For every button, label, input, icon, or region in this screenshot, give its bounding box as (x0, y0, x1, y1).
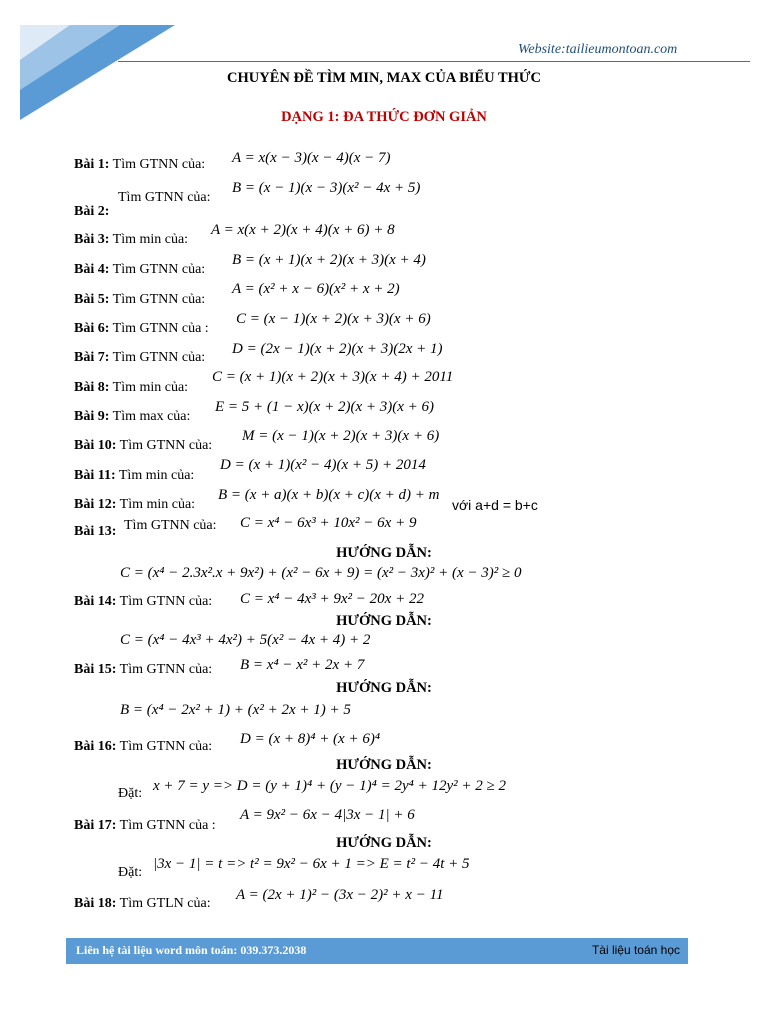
problem-16-formula: D = (x + 8)⁴ + (x + 6)⁴ (240, 731, 381, 747)
solution-13: C = (x⁴ − 2.3x².x + 9x²) + (x² − 6x + 9) = (x² − 3x)² + (x − 3)² ≥ 0 (120, 565, 522, 581)
problem-9: Bài 9: Tìm max của: (74, 409, 191, 424)
solution-14: C = (x⁴ − 4x³ + 4x²) + 5(x² − 4x + 4) + 2 (120, 632, 371, 648)
problem-8: Bài 8: Tìm min của: (74, 380, 189, 395)
problem-5: Bài 5: Tìm GTNN của: (74, 292, 206, 307)
guide-title-16: HƯỚNG DẪN: (336, 757, 432, 773)
problem-11-formula: D = (x + 1)(x² − 4)(x + 5) + 2014 (220, 457, 426, 473)
problem-12: Bài 12: Tìm min của: (74, 497, 196, 512)
problem-13-formula: C = x⁴ − 6x³ + 10x² − 6x + 9 (240, 515, 417, 531)
problem-2-label: Bài 2: (74, 204, 110, 219)
corner-decoration (0, 0, 180, 120)
problem-3: Bài 3: Tìm min của: (74, 232, 189, 247)
solution-16: x + 7 = y => D = (y + 1)⁴ + (y − 1)⁴ = 2y⁴ + 12y² + 2 ≥ 2 (153, 778, 506, 794)
problem-5-formula: A = (x² + x − 6)(x² + x + 2) (232, 281, 400, 297)
problem-4-formula: B = (x + 1)(x + 2)(x + 3)(x + 4) (232, 252, 426, 268)
problem-12-formula: B = (x + a)(x + b)(x + c)(x + d) + m (218, 487, 440, 503)
problem-7: Bài 7: Tìm GTNN của: (74, 350, 206, 365)
guide-title-15: HƯỚNG DẪN: (336, 680, 432, 696)
document-title: CHUYÊN ĐỀ TÌM MIN, MAX CỦA BIỂU THỨC (227, 70, 541, 86)
solution-15: B = (x⁴ − 2x² + 1) + (x² + 2x + 1) + 5 (120, 702, 351, 718)
problem-18: Bài 18: Tìm GTLN của: (74, 896, 211, 911)
problem-13-text: Tìm GTNN của: (124, 518, 217, 533)
section-title: DẠNG 1: ĐA THỨC ĐƠN GIẢN (281, 109, 487, 125)
problem-10: Bài 10: Tìm GTNN của: (74, 438, 213, 453)
problem-6: Bài 6: Tìm GTNN của : (74, 321, 209, 336)
problem-15-formula: B = x⁴ − x² + 2x + 7 (240, 657, 365, 673)
footer-bar (66, 938, 688, 964)
problem-14-formula: C = x⁴ − 4x³ + 9x² − 20x + 22 (240, 591, 424, 607)
footer-brand: Tài liệu toán học (591, 943, 680, 957)
problem-17: Bài 17: Tìm GTNN của : (74, 818, 216, 833)
problem-16: Bài 16: Tìm GTNN của: (74, 739, 213, 754)
problem-1: Bài 1: Tìm GTNN của: (74, 157, 206, 172)
problem-10-formula: M = (x − 1)(x + 2)(x + 3)(x + 6) (242, 428, 440, 444)
guide-title-17: HƯỚNG DẪN: (336, 835, 432, 851)
solution-17-label: Đặt: (118, 865, 143, 880)
solution-17: |3x − 1| = t => t² = 9x² − 6x + 1 => E = t² − 4t + 5 (153, 856, 470, 872)
solution-16-label: Đặt: (118, 786, 143, 801)
problem-2-formula: B = (x − 1)(x − 3)(x² − 4x + 5) (232, 180, 421, 196)
problem-1-formula: A = x(x − 3)(x − 4)(x − 7) (232, 150, 391, 166)
problem-7-formula: D = (2x − 1)(x + 2)(x + 3)(2x + 1) (232, 341, 443, 357)
header-divider (118, 61, 750, 62)
problem-6-formula: C = (x − 1)(x + 2)(x + 3)(x + 6) (236, 311, 431, 327)
problem-17-formula: A = 9x² − 6x − 4|3x − 1| + 6 (240, 807, 415, 823)
problem-12-note: với a+d = b+c (452, 497, 538, 513)
website-link[interactable]: Website:tailieumontoan.com (518, 42, 678, 57)
problem-15: Bài 15: Tìm GTNN của: (74, 662, 213, 677)
footer-contact: Liên hệ tài liệu word môn toán: 039.373.2038 (76, 943, 307, 957)
problem-8-formula: C = (x + 1)(x + 2)(x + 3)(x + 4) + 2011 (212, 369, 454, 385)
guide-title-14: HƯỚNG DẪN: (336, 613, 432, 629)
problem-11: Bài 11: Tìm min của: (74, 468, 195, 483)
problem-3-formula: A = x(x + 2)(x + 4)(x + 6) + 8 (211, 222, 395, 238)
problem-9-formula: E = 5 + (1 − x)(x + 2)(x + 3)(x + 6) (215, 399, 434, 415)
problem-14: Bài 14: Tìm GTNN của: (74, 594, 213, 609)
problem-4: Bài 4: Tìm GTNN của: (74, 262, 206, 277)
problem-18-formula: A = (2x + 1)² − (3x − 2)² + x − 11 (236, 887, 444, 903)
problem-13-label: Bài 13: (74, 524, 117, 539)
problem-2-text: Tìm GTNN của: (118, 190, 211, 205)
guide-title-13: HƯỚNG DẪN: (336, 545, 432, 561)
